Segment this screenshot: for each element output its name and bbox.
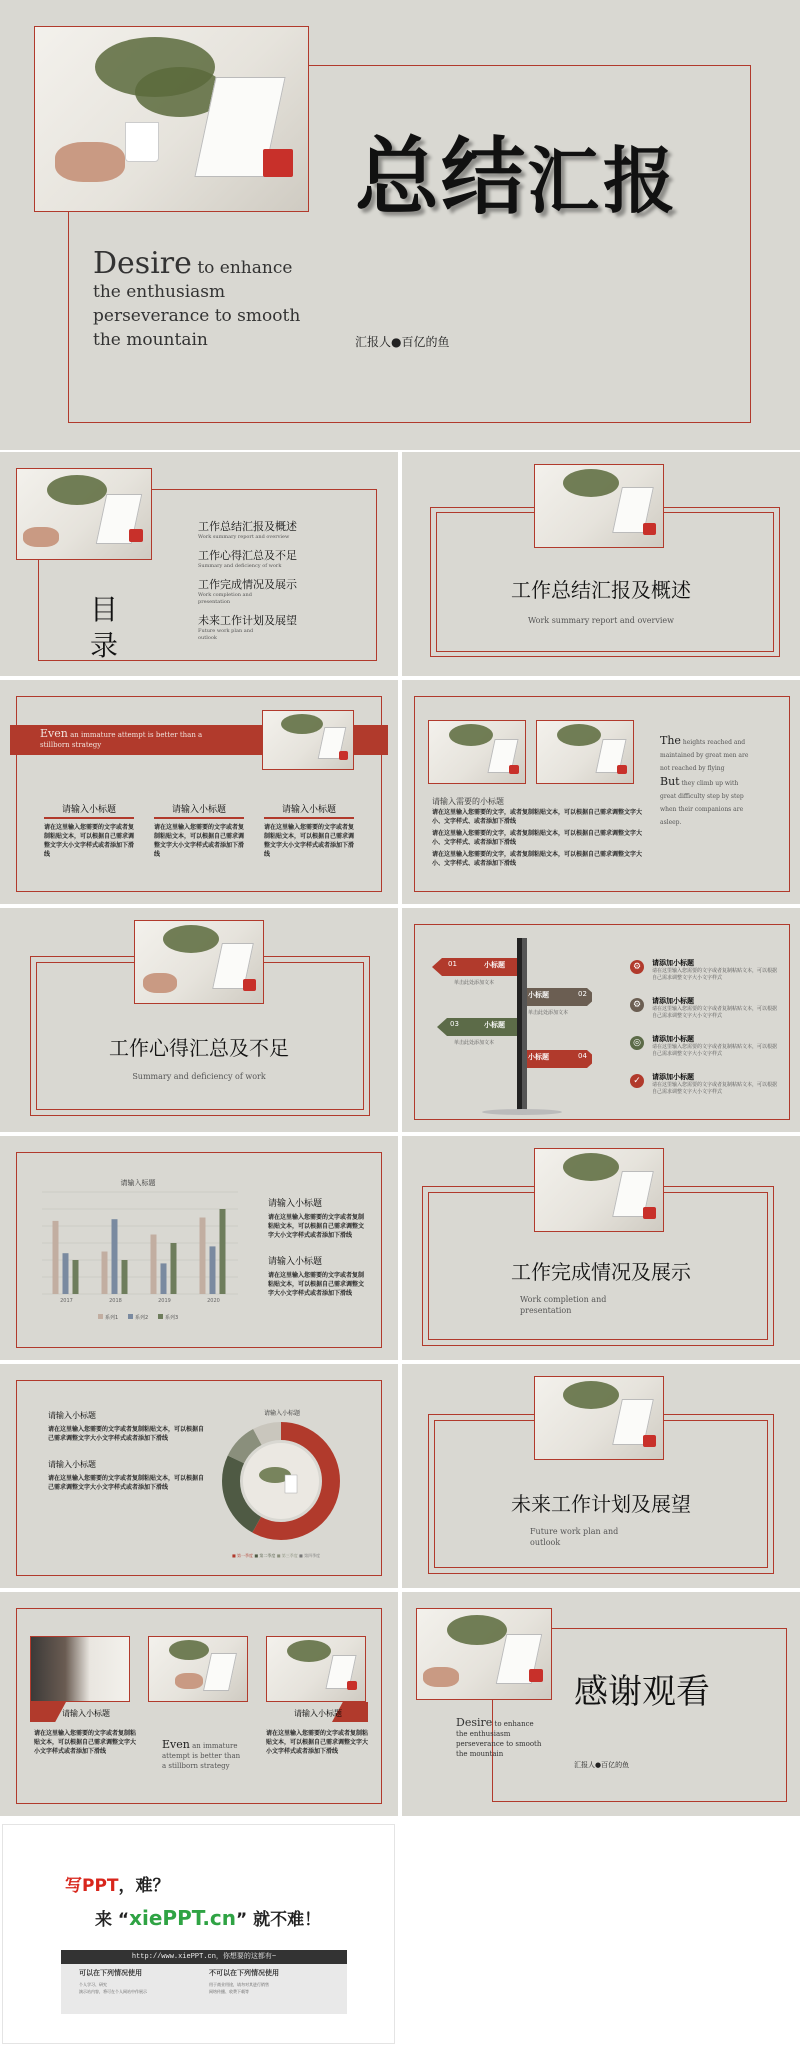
section-title: 未来工作计划及展望 (511, 1492, 691, 1516)
target-icon: ◎ (630, 1036, 644, 1050)
bar-系列2-2018 (112, 1219, 118, 1294)
legend-swatch (128, 1314, 133, 1319)
sign-01: 01 小标题 (448, 960, 505, 969)
x-tick-label: 2020 (207, 1298, 220, 1304)
sign-03: 03 小标题 (450, 1020, 505, 1029)
thanks-english: Desire to enhance the enthusiasm perseverance to smooth the mountain (456, 1716, 542, 1758)
donut-legend: ■ 第一季度 ■ 第二季度 ■ 第三季度 ■ 第四季度 (232, 1553, 321, 1558)
legend-label: 系列3 (165, 1315, 179, 1321)
photo-desk (266, 1636, 366, 1702)
side-text: 请输入小标题 请在这里输入您需要的文字或者复制粘贴文本，可以根据自己需求调整文字大小文字样式或者添加下滑线 请输入小标题 请在这里输入您需要的文字或者复制粘贴文本，可以根据自己需求调整文字大小文字样式或者添加下滑线 (268, 1199, 365, 1297)
item-list (630, 958, 780, 1110)
toc-item[interactable]: 工作总结汇报及概述 Work summary report and overview (198, 520, 297, 540)
thanks-reporter: 汇报人●百亿的鱼 (574, 1761, 630, 1769)
bar-系列1-2017 (53, 1221, 59, 1294)
list-item: ✓ 请添加小标题 请在这里输入您需要的文字或者复制粘贴文本，可以根据自己需求调整文字大小文字样式 (630, 1072, 780, 1110)
slide-section-4[interactable] (402, 1364, 800, 1588)
gear-icon: ⚙ (630, 960, 644, 974)
section-subtitle: Summary and deficiency of work (132, 1072, 266, 1081)
section-photo (134, 920, 264, 1004)
sign-sub: 单击此处添加文本 (454, 980, 495, 986)
x-tick-label: 2017 (60, 1298, 73, 1304)
toc-heading: 目 录 (90, 593, 119, 662)
sign-02: 小标题 02 (528, 990, 587, 999)
col-3: 请输入小标题 请在这里输入您需要的文字或者复制粘贴文本，可以根据自己需求调整文字大小文字样式或者添加下滑线 (264, 802, 354, 859)
list-item: ⚙ 请添加小标题 请在这里输入您需要的文字或者复制粘贴文本，可以根据自己需求调整文字大小文字样式 (630, 958, 780, 996)
sign-sub: 单击此处添加文本 (528, 1010, 569, 1016)
section-subtitle: Work completion and presentation (520, 1295, 607, 1315)
photo-1 (428, 720, 526, 784)
donut-chart (216, 1416, 346, 1546)
cover-reporter: 汇报人●百亿的鱼 (355, 335, 450, 349)
list-item: ⚙ 请添加小标题 请在这里输入您需要的文字或者复制粘贴文本，可以根据自己需求调整文字大小文字样式 (630, 996, 780, 1034)
cover-title: 总结汇报 (355, 128, 680, 226)
col-left: 请输入小标题 请在这里输入您需要的文字或者复制粘贴文本，可以根据自己需求调整文字大小文字样式或者添加下滑线 (34, 1709, 137, 1755)
bar-系列3-2019 (171, 1243, 177, 1294)
settings-icon: ⚙ (630, 998, 644, 1012)
donut-text: 请输入小标题 请在这里输入您需要的文字或者复制粘贴文本，可以根据自己需求调整文字大小文字样式或者添加下滑线 请输入小标题 请在这里输入您需要的文字或者复制粘贴文本，可以根据自己需求调整文字大小文字样式或者添加下滑线 (48, 1411, 205, 1491)
section-photo (534, 1376, 664, 1460)
photo-woman (30, 1636, 130, 1702)
section-title: 工作总结汇报及概述 (511, 578, 691, 602)
bar-系列2-2019 (161, 1263, 167, 1294)
subtitle: 请输入需要的小标题 (432, 797, 504, 806)
sign-04: 小标题 04 (528, 1052, 587, 1061)
thanks-photo (416, 1608, 552, 1700)
paragraphs: 请在这里输入您需要的文字，或者复制粘贴文本，可以根据自己需求调整文字大小、文字样式、或者添加下滑线 请在这里输入您需要的文字，或者复制粘贴文本，可以根据自己需求调整文字大小、文字样式、或者添加下滑线 请在这里输入您需要的文字，或者复制粘贴文本，可以根据自己需求调整文字大小、文字样式、或者添加下滑线 (432, 809, 643, 867)
donut-label: 请输入小标题 (264, 1410, 301, 1417)
x-tick-label: 2018 (109, 1298, 122, 1304)
toc-item[interactable]: 未来工作计划及展望 Future work plan and outlook (198, 614, 297, 641)
bar-系列3-2020 (220, 1209, 226, 1294)
x-tick-label: 2019 (158, 1298, 171, 1304)
cover-photo (34, 26, 309, 212)
section-title: 工作心得汇总及不足 (109, 1036, 289, 1060)
ad-usage: 可以在下列情况使用 个人学习、研究 演示站内容，将可在个人网站中作展示 不可以在下列情况使用 用于商业用途，请勿对其进行销售 网络传播、收费下载等 (61, 1964, 347, 2014)
col-1: 请输入小标题 请在这里输入您需要的文字或者复制粘贴文本，可以根据自己需求调整文字大小文字样式或者添加下滑线 (44, 802, 134, 859)
slide-section-3[interactable] (402, 1136, 800, 1360)
legend-label: 系列1 (105, 1315, 119, 1321)
photo-2 (536, 720, 634, 784)
bar-系列3-2017 (73, 1260, 79, 1294)
col-2: 请输入小标题 请在这里输入您需要的文字或者复制粘贴文本，可以根据自己需求调整文字大小文字样式或者添加下滑线 (154, 802, 244, 859)
slide-thanks[interactable] (402, 1592, 800, 1816)
slide-signpost[interactable] (402, 908, 800, 1132)
check-icon: ✓ (630, 1074, 644, 1088)
legend-swatch (98, 1314, 103, 1319)
legend-label: 系列2 (135, 1315, 149, 1321)
bar-系列3-2018 (122, 1260, 128, 1294)
slide-cover[interactable] (0, 0, 800, 450)
legend-swatch (158, 1314, 163, 1319)
slide-photos-quote[interactable] (402, 680, 800, 904)
section-subtitle: Work summary report and overview (527, 616, 674, 625)
section-photo (534, 1148, 664, 1232)
toc-photo (16, 468, 152, 560)
slide-photo-columns[interactable] (0, 1592, 398, 1816)
ad-panel[interactable] (2, 1824, 395, 2044)
slide-section-2[interactable] (0, 908, 398, 1132)
bar-系列1-2020 (200, 1218, 206, 1295)
slide-section-1[interactable] (402, 452, 800, 676)
ad-line-2: 来 “xiePPT.cn” 就不难！ (95, 1906, 322, 1930)
slide-toc[interactable] (0, 452, 398, 676)
thanks-title: 感谢观看 (574, 1672, 710, 1712)
photo-tablet (148, 1636, 248, 1702)
toc-item[interactable]: 工作完成情况及展示 Work completion and presentation (198, 578, 297, 605)
quote: The heights reached and maintained by great men are not reached by flying But they climb up with great difficulty step by step when their companions are asleep. (660, 734, 749, 826)
toc-list (198, 518, 358, 642)
cover-english: Desire to enhance the enthusiasm perseverance to smooth the mountain (93, 246, 301, 350)
col-mid: Even an immature attempt is better than a stillborn strategy (162, 1738, 241, 1770)
slide-donut[interactable] (0, 1364, 398, 1588)
ad-line-1: 写PPT，难？ (65, 1876, 170, 1896)
banner-quote: Even an immature attempt is better than a stillborn strategy (40, 727, 203, 749)
sign-sub: 单击此处添加文本 (454, 1040, 495, 1046)
bar-系列2-2017 (63, 1253, 69, 1294)
section-subtitle: Future work plan and outlook (530, 1527, 619, 1547)
banner-photo (262, 710, 354, 770)
bar-系列2-2020 (210, 1246, 216, 1294)
section-photo (534, 464, 664, 548)
bar-系列1-2018 (102, 1252, 108, 1295)
col-right: 请输入小标题 请在这里输入您需要的文字或者复制粘贴文本，可以根据自己需求调整文字大小文字样式或者添加下滑线 (266, 1709, 369, 1755)
slide-three-columns[interactable] (0, 680, 398, 904)
section-title: 工作完成情况及展示 (511, 1260, 691, 1284)
bar-chart (28, 1186, 248, 1326)
list-item: ◎ 请添加小标题 请在这里输入您需要的文字或者复制粘贴文本，可以根据自己需求调整文字大小文字样式 (630, 1034, 780, 1072)
slide-bar-chart[interactable] (0, 1136, 398, 1360)
bar-系列1-2019 (151, 1235, 157, 1295)
toc-item[interactable]: 工作心得汇总及不足 Summary and deficiency of work (198, 549, 297, 569)
chart-title: 请输入标题 (120, 1179, 156, 1187)
ad-url-bar[interactable]: http://www.xiePPT.cn，你想要的这都有~ (61, 1950, 347, 1964)
